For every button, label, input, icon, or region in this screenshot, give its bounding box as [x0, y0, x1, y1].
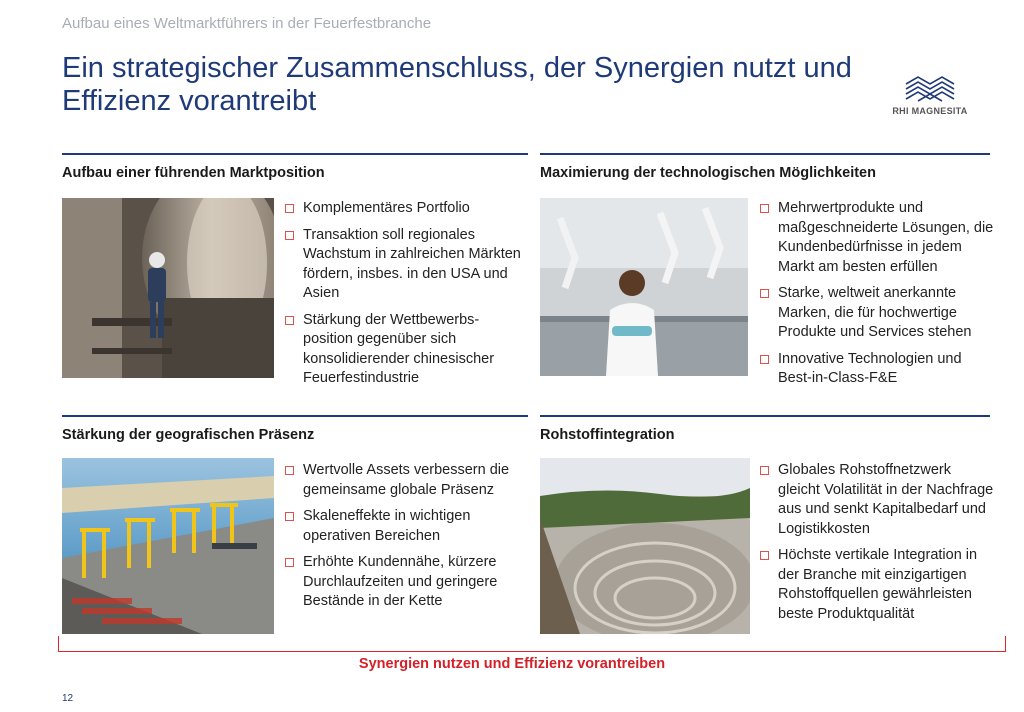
- bullet-text: Stärkung der Wettbewerbs-position gegenüber sich konsolidierender chinesischer Feuerfestindustrie: [303, 311, 495, 386]
- bullet-box-icon: [760, 551, 769, 560]
- bullet-box-icon: [760, 355, 769, 364]
- industrial-worker-photo: [62, 198, 274, 378]
- bullet-text: Globales Rohstoffnetzwerk gleicht Volatilität in der Nachfrage aus und senkt Kapitalbedarf und Logistikkosten: [778, 462, 994, 537]
- bullet-text: Skaleneffekte in wichtigen operativen Bereichen: [303, 508, 471, 544]
- bullet-text: Erhöhte Kundennähe, kürzere Durchlaufzeiten und geringere Bestände in der Kette: [303, 554, 498, 609]
- company-logo: [888, 74, 972, 120]
- bullet-list: [760, 199, 996, 396]
- kicker-text: Aufbau eines Weltmarktführers in der Feuerfestbranche: [62, 15, 432, 32]
- container-port-photo: [62, 458, 274, 634]
- laboratory-scientist-photo: [540, 198, 748, 376]
- page-number: 12: [62, 693, 74, 704]
- bullet-box-icon: [285, 558, 294, 567]
- section-raw-materials: [540, 415, 994, 645]
- bullet-text: Transaktion soll regionales Wachstum in zahlreichen Märkten fördern, insbes. in den USA und Asien: [303, 226, 521, 301]
- logo-text: RHI MAGNESITA: [892, 106, 968, 116]
- bullet-list: [760, 461, 996, 631]
- bullet-box-icon: [285, 512, 294, 521]
- logo-mark-icon: [904, 74, 956, 104]
- bullet-box-icon: [760, 289, 769, 298]
- bullet-box-icon: [285, 231, 294, 240]
- bullet-text: Starke, weltweit anerkannte Marken, die für hochwertige Produkte und Services stehen: [778, 285, 972, 340]
- bullet-text: Höchste vertikale Integration in der Branche mit einzigartigen Rohstoffquellen gewährleisten beste Produktqualität: [778, 547, 978, 622]
- list-item: [760, 461, 996, 539]
- page-title: Ein strategischer Zusammenschluss, der Synergien nutzt und Effizienz vorantreibt: [62, 52, 852, 117]
- bullet-box-icon: [285, 316, 294, 325]
- list-item: [285, 311, 525, 389]
- list-item: [285, 461, 525, 500]
- bullet-list: [285, 199, 525, 396]
- section-title: Stärkung der geografischen Präsenz: [62, 427, 315, 443]
- bullet-box-icon: [285, 466, 294, 475]
- synergy-label: Synergien nutzen und Effizienz vorantreiben: [358, 656, 666, 672]
- section-title: Aufbau einer führenden Marktposition: [62, 165, 325, 181]
- bullet-box-icon: [285, 204, 294, 213]
- section-title: Maximierung der technologischen Möglichkeiten: [540, 165, 876, 181]
- bullet-text: Mehrwertprodukte und maßgeschneiderte Lösungen, die Kundenbedürfnisse in jedem Markt am besten erfüllen: [778, 200, 994, 275]
- section-divider: [62, 153, 528, 155]
- open-pit-mine-photo: [540, 458, 750, 634]
- synergy-bracket: [58, 636, 1006, 652]
- section-market-position: [62, 153, 528, 403]
- list-item: [760, 350, 996, 389]
- section-divider: [62, 415, 528, 417]
- list-item: [285, 553, 525, 612]
- section-title: Rohstoffintegration: [540, 427, 675, 443]
- bullet-text: Wertvolle Assets verbessern die gemeinsame globale Präsenz: [303, 462, 510, 498]
- list-item: [760, 546, 996, 624]
- list-item: [285, 199, 525, 219]
- list-item: [285, 507, 525, 546]
- section-divider: [540, 153, 990, 155]
- bullet-list: [285, 461, 525, 619]
- bullet-text: Innovative Technologien und Best-in-Class-F&E: [778, 350, 962, 386]
- list-item: [760, 199, 996, 277]
- section-geographic-presence: [62, 415, 528, 645]
- list-item: [760, 284, 996, 343]
- bullet-box-icon: [760, 204, 769, 213]
- list-item: [285, 226, 525, 304]
- bullet-box-icon: [760, 466, 769, 475]
- section-technology: [540, 153, 994, 403]
- section-divider: [540, 415, 990, 417]
- bullet-text: Komplementäres Portfolio: [303, 200, 470, 216]
